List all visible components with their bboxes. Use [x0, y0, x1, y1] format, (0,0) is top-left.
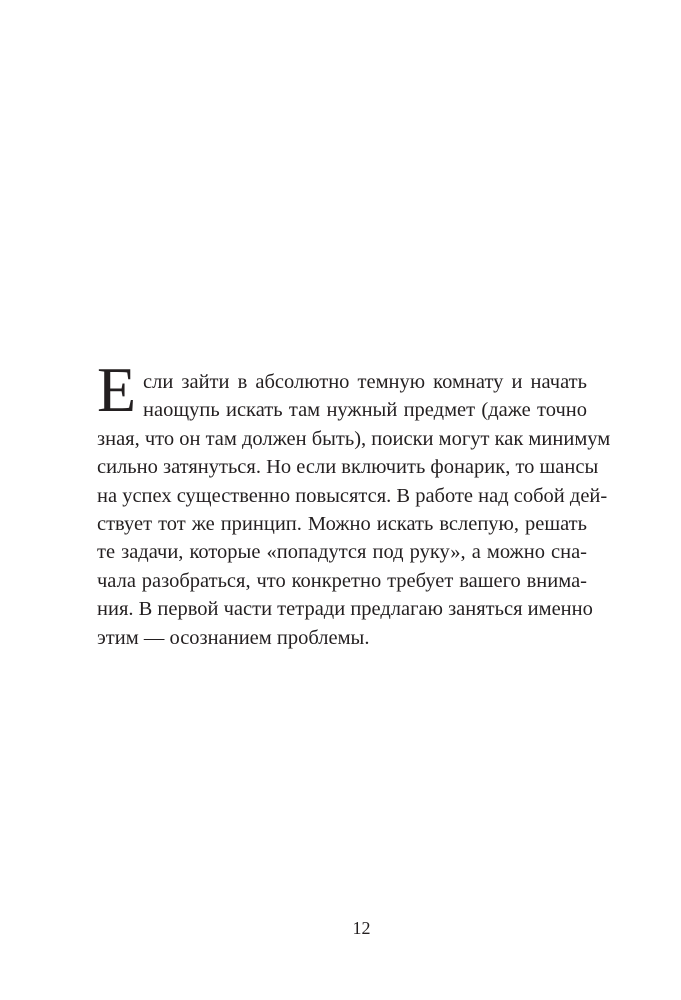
page-number: 12 — [352, 918, 371, 938]
drop-cap: Е — [97, 354, 137, 425]
text-line: ствует тот же принцип. Можно искать вслепую, решать — [97, 512, 587, 535]
text-line: сли зайти в абсолютно темную комнату и начать — [143, 371, 587, 393]
text-line: сильно затянуться. Но если включить фонарик, то шансы — [97, 456, 599, 479]
text-line: ния. В первой части тетради предлагаю заняться именно — [97, 598, 593, 621]
text-line: чала разобраться, что конкретно требует вашего внима- — [97, 569, 587, 592]
text-line: те задачи, которые «попадутся под руку», а можно сна- — [97, 541, 587, 564]
text-line: наощупь искать там нужный предмет (даже точно — [143, 399, 587, 422]
text-line: на успех существенно повысятся. В работе над собой дей- — [97, 484, 608, 507]
text-line: зная, что он там должен быть), поиски могут как минимум — [97, 427, 611, 450]
text-line: этим — осознанием проблемы. — [97, 626, 370, 649]
body-paragraph — [97, 368, 611, 652]
